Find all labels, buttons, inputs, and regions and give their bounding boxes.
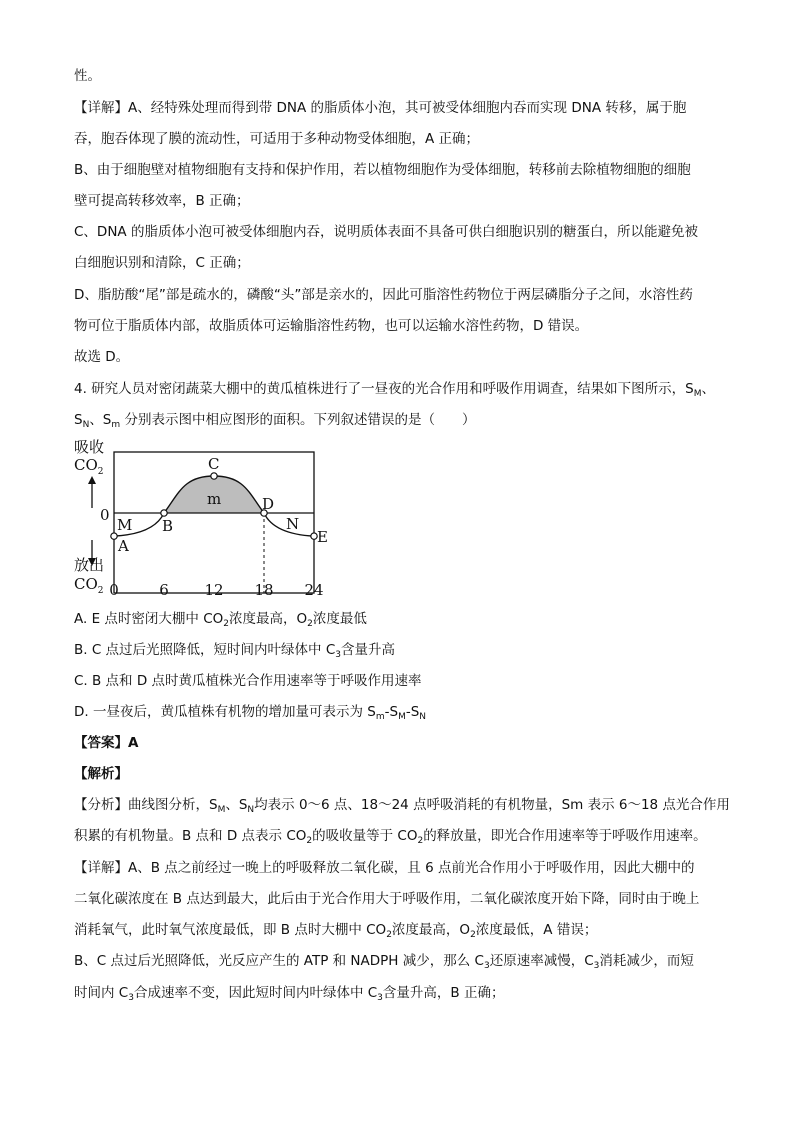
analysis-line: 积累的有机物量。B 点和 D 点表示 $CO_2$的吸收量等于 $CO_2$的释放量，即光合作用速率等于呼吸作用速率。 [74, 828, 707, 846]
x-tick-24: 24 [304, 581, 324, 596]
ylabel-bottom: 放出 [74, 556, 105, 574]
question-stem: 4. 研究人员对密闭蔬菜大棚中的黄瓜植株进行了一昼夜的光合作用和呼吸作用调查，结果如下图所示，$S_M$、 [74, 381, 716, 399]
text-line: 壁可提高转移效率，B 正确； [74, 193, 250, 209]
text-line: 性。 [74, 68, 101, 84]
absorb-arrow-head [88, 476, 96, 484]
label-d: D [262, 495, 275, 513]
ylabel-top-co2: $CO_2$ [74, 456, 104, 477]
analysis-line: 【分析】曲线图分析，$S_M$、$S_N$均表示 0～6 点、18～24 点呼吸消耗的有机物量，Sm 表示 6～18 点光合作用 [74, 797, 730, 815]
label-a: A [118, 537, 129, 556]
label-c: C [208, 455, 220, 473]
analysis-line: 【详解】A、B 点之前经过一晚上的呼吸释放二氧化碳，且 6 点前光合作用小于呼吸作用，因此大棚中的 [74, 860, 695, 876]
label-e: E [317, 528, 328, 547]
ylabel-bottom-co2: $CO_2$ [74, 575, 104, 596]
text-line: 【详解】A、经特殊处理而得到带 DNA 的脂质体小泡，其可被受体细胞内吞而实现 DNA 转移，属于胞 [74, 100, 687, 116]
option-d: D. 一昼夜后，黄瓜植株有机物的增加量可表示为 $S_m-S_M-S_N$ [74, 704, 427, 722]
text-line: D、脂肪酸“尾”部是疏水的，磷酸“头”部是亲水的，因此可脂溶性药物位于两层磷脂分子之间，水溶性药 [74, 287, 693, 303]
co2-chart [62, 436, 332, 596]
analysis-line: B、C 点过后光照降低，光反应产生的 ATP 和 NADPH 减少，那么 $C_3$还原速率减慢，$C_3$消耗减少，而短 [74, 953, 694, 971]
answer-label: 【答案】A [74, 735, 139, 751]
text-line: 白细胞识别和清除，C 正确； [74, 255, 250, 271]
point-b [161, 510, 167, 516]
analysis-line: 消耗氧气，此时氧气浓度最低，即 B 点时大棚中 $CO_2$浓度最高，$O_2$浓度最低，A 错误； [74, 922, 598, 940]
text-line: 故选 D。 [74, 349, 130, 365]
label-b: B [162, 517, 174, 535]
label-area-m-big: M [117, 516, 133, 534]
label-area-m-small: m [207, 490, 222, 508]
ylabel-top: 吸收 [74, 438, 105, 456]
x-tick-12: 12 [204, 581, 224, 596]
x-tick-0: 0 [109, 581, 119, 596]
text-line: C、DNA 的脂质体小泡可被受体细胞内吞，说明质体表面不具备可供白细胞识别的糖蛋白，所以能避免被 [74, 224, 698, 240]
option-a: A. E 点时密闭大棚中 $CO_2$浓度最高，$O_2$浓度最低 [74, 611, 367, 629]
label-area-n: N [286, 515, 300, 534]
question-stem-2: $S_N$、$S_m$ 分别表示图中相应图形的面积。下列叙述错误的是（ ） [74, 412, 476, 430]
option-c: C. B 点和 D 点时黄瓜植株光合作用速率等于呼吸作用速率 [74, 673, 422, 689]
text-line: 物可位于脂质体内部，故脂质体可运输脂溶性药物，也可以运输水溶性药物，D 错误。 [74, 318, 589, 334]
analysis-line: 二氧化碳浓度在 B 点达到最大，此后由于光合作用大于呼吸作用，二氧化碳浓度开始下降，同时由于晚上 [74, 891, 700, 907]
analysis-line: 时间内 $C_3$合成速率不变，因此短时间内叶绿体中 $C_3$含量升高，B 正确； [74, 985, 505, 1003]
analysis-label: 【解析】 [74, 766, 128, 782]
y-zero-label: 0 [100, 506, 110, 524]
x-tick-18: 18 [254, 581, 274, 596]
x-tick-6: 6 [159, 581, 169, 596]
text-line: 吞，胞吞体现了膜的流动性，可适用于多种动物受体细胞，A 正确； [74, 131, 480, 147]
text-line: B、由于细胞壁对植物细胞有支持和保护作用，若以植物细胞作为受体细胞，转移前去除植物细胞的细胞 [74, 162, 691, 178]
point-c [211, 473, 217, 479]
option-b: B. C 点过后光照降低，短时间内叶绿体中 $C_3$含量升高 [74, 642, 396, 660]
